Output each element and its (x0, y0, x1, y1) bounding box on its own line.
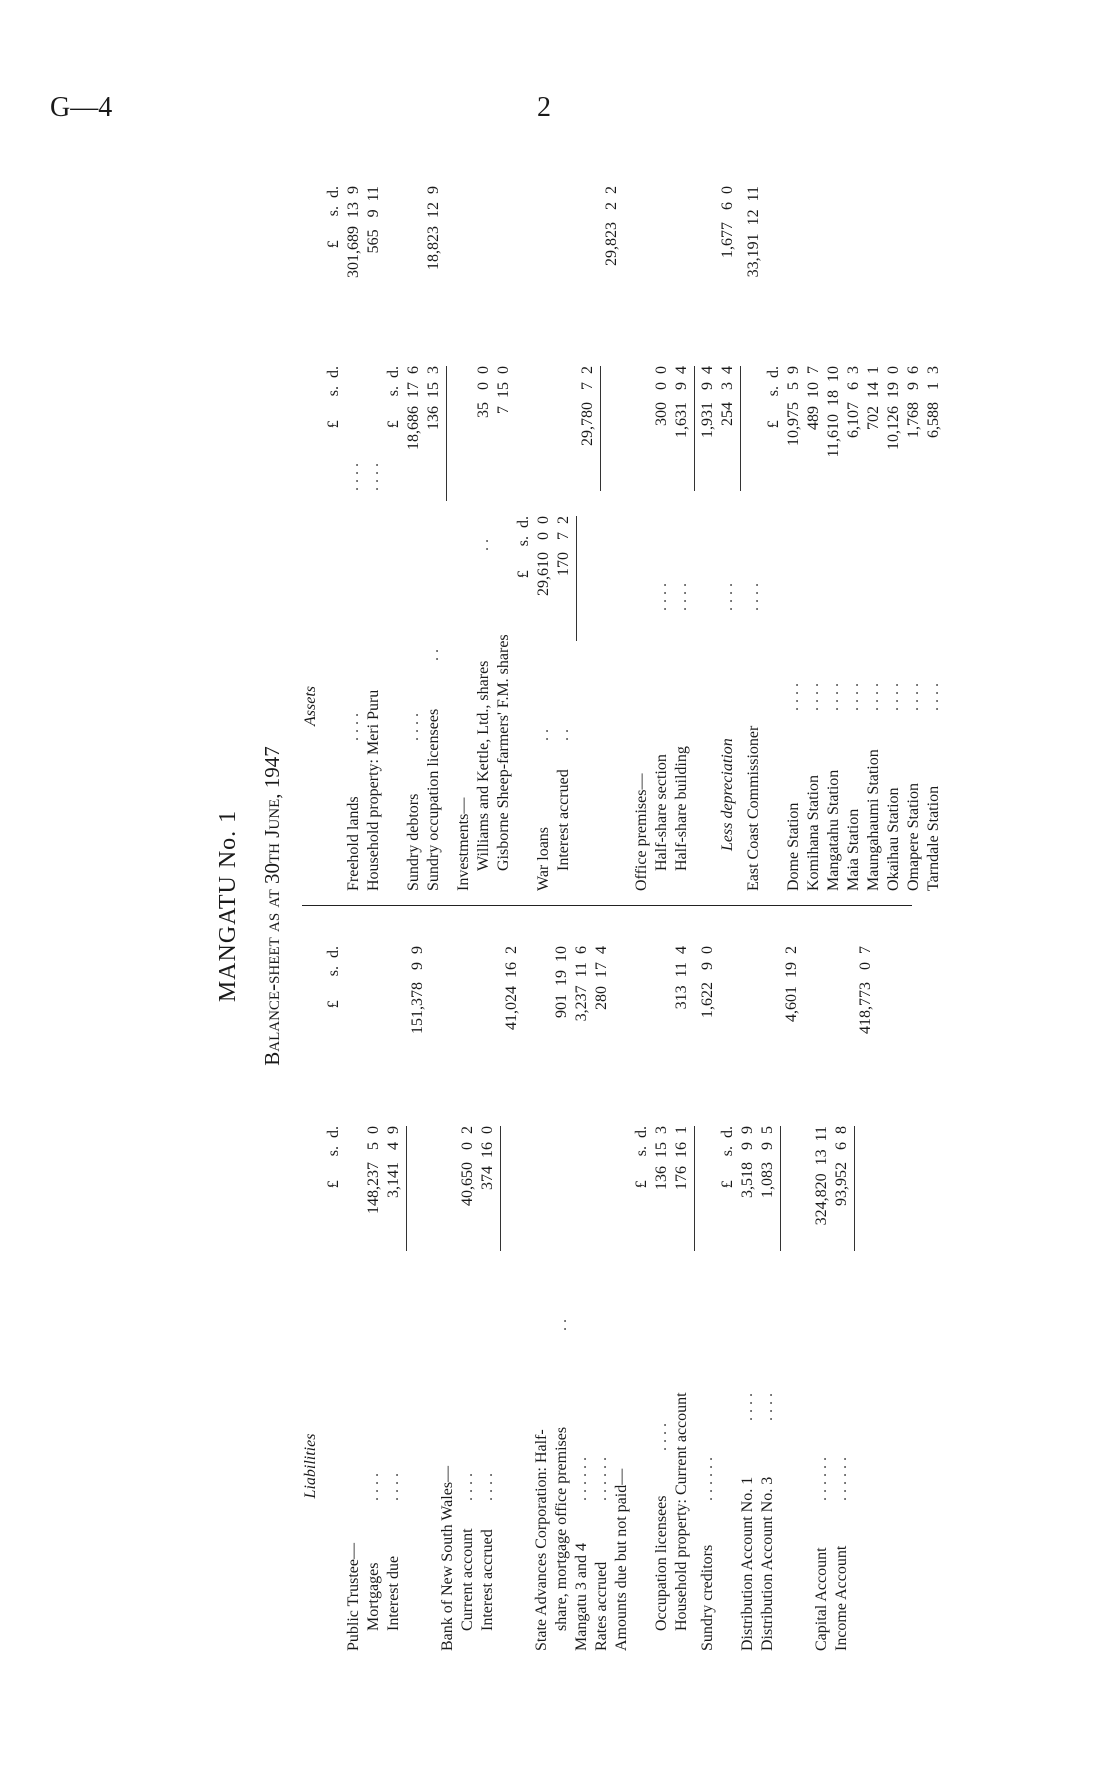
subtotal-rule (576, 516, 577, 641)
asset-label: Gisborne Sheep-farmers' F.M. shares (495, 634, 512, 871)
liability-label: Capital Account (813, 1547, 830, 1651)
asset-row (454, 151, 474, 891)
liability-row: Distribution Account No. 3 . . . . 1,083 9 5 (759, 1126, 776, 1651)
liability-amount: 3,141 4 9 (385, 1126, 402, 1198)
liability-amount: 3,237 11 6 (573, 946, 590, 1022)
liability-total: 4,601 19 2 (783, 946, 800, 1022)
balance-sheet-rotated (50, 141, 1060, 1671)
asset-label: Sundry occupation licensees (425, 708, 442, 891)
asset-row: Interest accrued . . 170 7 2 (555, 516, 572, 871)
asset-row (494, 151, 514, 891)
liability-label: Sundry creditors (699, 1544, 716, 1651)
asset-label: Half-share building (673, 746, 690, 871)
asset-row: Half-share section . . . . 300 0 0 (653, 366, 670, 871)
subtotal-rule (694, 1126, 695, 1251)
asset-amount: 18,686 17 6 (405, 366, 422, 450)
column-header-row (324, 151, 344, 891)
liability-label: Bank of New South Wales— (439, 1465, 456, 1651)
liability-label: Mangatu 3 and 4 (573, 1543, 590, 1651)
asset-label: Dome Station (785, 802, 802, 891)
asset-amount: 10,975 5 9 (785, 366, 802, 446)
asset-amount: 136 15 3 (425, 366, 442, 430)
liability-total: 41,024 16 2 (503, 946, 520, 1030)
asset-total: 18,823 12 9 (425, 186, 442, 270)
asset-label: War loans (535, 826, 552, 891)
subtotal-rule (694, 366, 695, 491)
liability-amount: 3,518 9 9 (739, 1126, 756, 1198)
liability-row: Rates accrued . . . . . . 280 17 4 (593, 946, 610, 1651)
asset-amount: 6,588 1 3 (925, 366, 942, 438)
subtotal-rule (854, 1126, 855, 1251)
liability-row: Income Account . . . . . . 93,952 6 8 (833, 1126, 850, 1651)
asset-amount: 1,768 9 6 (905, 366, 922, 438)
liability-total: 151,378 9 9 (409, 946, 426, 1034)
asset-amount: 300 0 0 (653, 366, 670, 426)
liability-label: share, mortgage office premises (553, 1426, 570, 1631)
asset-label: Household property: Meri Puru (365, 689, 382, 891)
asset-total: 29,780 7 2 (579, 366, 596, 446)
asset-label: Okaihau Station (885, 787, 902, 891)
liability-row (632, 911, 652, 1651)
asset-label: Less depreciation (719, 738, 736, 851)
liability-row: Mangatu 3 and 4 . . . . . . 3,237 11 6 (573, 946, 590, 1651)
column-header: £ s. d. (325, 186, 342, 249)
liability-amount: 40,650 0 2 (459, 1126, 476, 1206)
liability-label: Household property: Current account (673, 1392, 690, 1631)
asset-amount: 1,931 9 4 (699, 366, 716, 438)
asset-row: Williams and Kettle, Ltd., shares . . 35 0 0 (475, 366, 492, 871)
asset-label: Mangatahu Station (825, 769, 842, 891)
liability-row (718, 911, 738, 1651)
asset-row: Komihana Station . . . . 489 10 7 (805, 366, 822, 891)
liability-row (532, 911, 552, 1651)
asset-row (632, 151, 652, 891)
column-header: £ s. d. (385, 366, 402, 429)
liability-label: Income Account (833, 1545, 850, 1651)
liability-row: Sundry creditors . . . . . . 1,622 9 0 (699, 946, 716, 1651)
asset-row: War loans . . 29,610 0 0 (535, 516, 552, 891)
column-header: £ s. d. (325, 366, 342, 429)
asset-amount: 10,126 19 0 (885, 366, 902, 450)
asset-label: Investments— (455, 797, 472, 891)
liability-row: Current account . . . . 40,650 0 2 (459, 1126, 476, 1631)
liability-label: Public Trustee— (345, 1542, 362, 1651)
liability-amount: 176 16 1 (673, 1126, 690, 1190)
liability-row: share, mortgage office premises . . 901 19 10 (553, 946, 570, 1631)
assets-panel (302, 151, 942, 891)
asset-amount: 7 15 0 (495, 366, 512, 414)
asset-label: Maungahaumi Station (865, 749, 882, 891)
asset-amount: 254 3 4 (719, 366, 736, 426)
asset-amount: 170 7 2 (555, 516, 572, 576)
liability-amount: 901 19 10 (553, 946, 570, 1018)
liability-row (782, 911, 802, 1651)
document-reference: G—4 (50, 92, 113, 123)
asset-label: Freehold lands (345, 796, 362, 891)
subtotal-rule (780, 1126, 781, 1251)
asset-label: Omapere Station (905, 783, 922, 891)
liability-amount: 324,820 13 11 (813, 1126, 830, 1226)
column-header: £ s. d. (633, 1126, 650, 1189)
column-divider (302, 905, 912, 906)
assets-heading: Assets (302, 686, 319, 726)
asset-row: Okaihau Station . . . . 10,126 19 0 (885, 366, 902, 891)
liability-grand-total: 418,773 0 7 (857, 946, 874, 1034)
liability-amount: 280 17 4 (593, 946, 610, 1010)
asset-row (698, 151, 718, 891)
asset-row: Maungahaumi Station . . . . 702 14 1 (865, 366, 882, 891)
liability-row (408, 911, 428, 1651)
asset-row: Freehold lands . . . . . . . . 301,689 13 9 (345, 186, 362, 891)
liability-row (672, 911, 692, 1651)
asset-row: Tarndale Station . . . . 6,588 1 3 (925, 366, 942, 891)
asset-label: East Coast Commissioner (745, 725, 762, 891)
asset-row (384, 151, 404, 891)
liability-row (344, 911, 364, 1651)
asset-row (764, 151, 784, 891)
page-title: MANGATU No. 1 (215, 809, 241, 1003)
asset-label: Sundry debtors (405, 793, 422, 891)
liability-label: Distribution Account No. 3 (759, 1476, 776, 1651)
liability-label: Current account (459, 1528, 476, 1631)
column-header: £ s. d. (325, 1126, 342, 1189)
asset-amount: 29,610 0 0 (535, 516, 552, 596)
asset-amount: 35 0 0 (475, 366, 492, 418)
liability-row (856, 911, 876, 1651)
liability-amount: 374 16 0 (479, 1126, 496, 1190)
column-header: £ s. d. (765, 366, 782, 429)
asset-row: Dome Station . . . . 10,975 5 9 (785, 366, 802, 891)
liabilities-heading: Liabilities (302, 1433, 319, 1499)
asset-row: Half-share building . . . . 1,631 9 4 (673, 366, 690, 871)
asset-label: Tarndale Station (925, 785, 942, 891)
liability-row (438, 911, 458, 1651)
column-header: £ s. d. (719, 1126, 736, 1189)
asset-row (514, 151, 534, 891)
liability-label: Distribution Account No. 1 (739, 1476, 756, 1651)
liability-row: Interest accrued . . . . 374 16 0 (479, 1126, 496, 1631)
asset-label: Half-share section (653, 754, 670, 871)
liability-label: Mortgages (365, 1562, 382, 1631)
liability-label: Rates accrued (593, 1561, 610, 1651)
liability-row (612, 911, 632, 1651)
liability-amount: 148,237 5 0 (365, 1126, 382, 1214)
asset-row: Sundry occupation licensees . . 136 15 3 18,823 12 9 (425, 186, 442, 891)
liability-row: Occupation licensees . . . . 136 15 3 (653, 1126, 670, 1631)
liability-amount: 93,952 6 8 (833, 1126, 850, 1206)
subtotal-rule (600, 366, 601, 491)
liability-row: Capital Account . . . . . . 324,820 13 11 (813, 1126, 830, 1651)
asset-amount: 489 10 7 (805, 366, 822, 430)
liability-row: Mortgages . . . . 148,237 5 0 (365, 1126, 382, 1631)
liabilities-panel (302, 911, 942, 1651)
liability-label: Interest accrued (479, 1529, 496, 1631)
liability-row: Interest due . . . . 3,141 4 9 (385, 1126, 402, 1631)
asset-row: Less depreciation . . . . 254 3 4 1,677 6 0 (719, 186, 736, 851)
subtotal-rule (500, 1126, 501, 1251)
liability-amount: 1,622 9 0 (699, 946, 716, 1018)
asset-row: Mangatahu Station . . . . 11,610 18 10 (825, 366, 842, 891)
asset-row: Household property: Meri Puru . . . . 565 9 11 (365, 186, 382, 891)
asset-row (578, 151, 598, 891)
page-subtitle: Balance-sheet as at 30th June, 1947 (260, 746, 284, 1066)
asset-amount: 301,689 13 9 (345, 186, 362, 278)
liability-label: Occupation licensees (653, 1495, 670, 1631)
liability-row: Distribution Account No. 1 . . . . 3,518 9 9 (739, 1126, 756, 1651)
liability-label: State Advances Corporation: Half- (533, 1429, 550, 1651)
column-header: £ s. d. (515, 516, 532, 579)
subtotal-rule (446, 366, 447, 501)
asset-row: East Coast Commissioner . . . . 33,191 12 11 (745, 186, 762, 891)
column-header-row (324, 911, 344, 1651)
asset-row (602, 151, 622, 891)
asset-label: Maia Station (845, 808, 862, 891)
asset-total: 29,823 2 2 (603, 186, 620, 266)
page-number: 2 (537, 92, 551, 123)
liability-total: 313 11 4 (673, 946, 690, 1010)
asset-amount: 6,107 6 3 (845, 366, 862, 438)
subtotal-rule (406, 1126, 407, 1251)
asset-amount: 33,191 12 11 (745, 186, 762, 278)
asset-amount: 565 9 11 (365, 186, 382, 254)
asset-row: Maia Station . . . . 6,107 6 3 (845, 366, 862, 891)
asset-total: 1,677 6 0 (719, 186, 736, 258)
subtotal-rule (740, 366, 741, 491)
liability-amount: 136 15 3 (653, 1126, 670, 1190)
asset-amount: 1,631 9 4 (673, 366, 690, 438)
liability-row (502, 911, 522, 1651)
asset-label: Interest accrued (555, 769, 572, 871)
column-header: £ s. d. (325, 946, 342, 1009)
asset-label: Komihana Station (805, 775, 822, 891)
asset-amount: 11,610 18 10 (825, 366, 842, 458)
liability-label: Interest due (385, 1555, 402, 1631)
asset-row: Sundry debtors . . . . 18,686 17 6 (405, 366, 422, 891)
liability-amount: 1,083 9 5 (759, 1126, 776, 1198)
asset-row: Omapere Station . . . . 1,768 9 6 (905, 366, 922, 891)
asset-label: Williams and Kettle, Ltd., shares (475, 660, 492, 871)
liability-label: Amounts due but not paid— (613, 1468, 630, 1651)
asset-amount: 702 14 1 (865, 366, 882, 430)
asset-label: Office premises— (633, 773, 650, 891)
